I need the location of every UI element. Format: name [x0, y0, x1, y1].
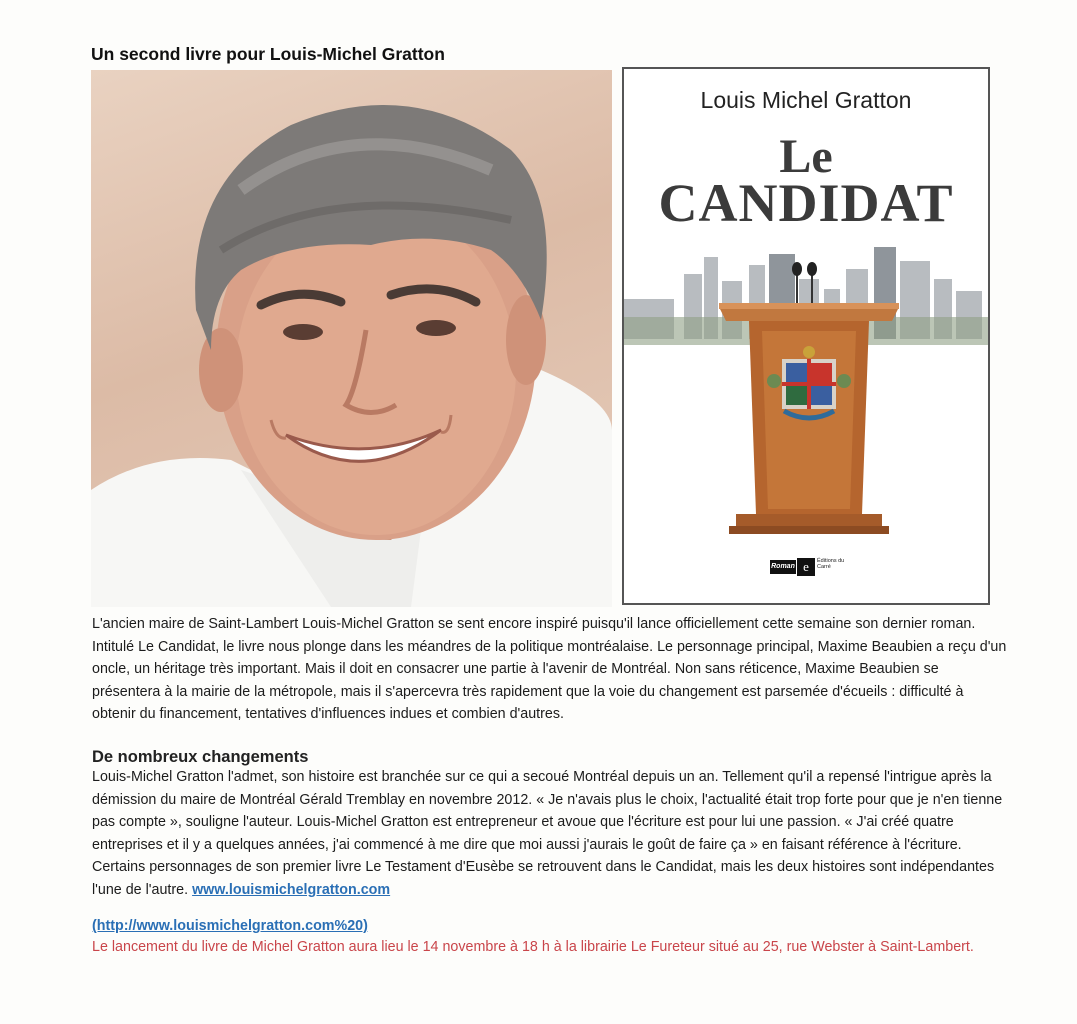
body-paragraph	[92, 766, 1007, 902]
section-heading: De nombreux changements	[92, 748, 309, 766]
publisher-name: Éditions du Carré	[817, 558, 845, 570]
intro-paragraph: L'ancien maire de Saint-Lambert Louis-Michel Gratton se sent encore inspiré puisqu'il lance officiellement cette semaine son dernier roman. Intitulé Le Candidat, le livre nous plonge dans les méandres de la politique montréalaise. Le personnage principal, Maxime Beaubien a reçu d'un oncle, un héritage très important. Mais il doit en consacrer une partie à l'avenir de Montréal. Non sans réticence, Maxime Beaubien se présentera à la mairie de la métropole, mais il s'apercevra très rapidement que la voie du changement est parsemée d'écueils : difficulté à obtenir du financement, tentatives d'influences indues et combien d'autres.	[92, 616, 1007, 723]
website-link[interactable]: www.louismichelgratton.com	[192, 881, 391, 898]
podium-illustration	[624, 69, 988, 603]
series-label: Roman	[770, 560, 796, 574]
cover-title-le: Le	[779, 130, 833, 183]
author-portrait	[91, 70, 612, 607]
article-title: Un second livre pour Louis-Michel Gratton	[91, 44, 445, 64]
body-text: Louis-Michel Gratton l'admet, son histoire est branchée sur ce qui a secoué Montréal depuis un an. Tellement qu'il a repensé l'intrigue après la démission du maire de Montréal Gérald Tremblay en novembre 2012. « Je n'avais plus le choix, l'actualité était trop forte pour que je n'en tienne pas compte », souligne l'auteur. Louis-Michel Gratton est entrepreneur et avoue que l'écriture est pour lui une passion. « J'ai créé quatre entreprises et il y a quelques années, j'ai commencé à me dire que moi aussi j'aurais le goût de faire ça » en faisant référence à l'écriture. Certains personnages de son premier livre Le Testament d'Eusèbe se retrouvent dans le Candidat, mais les deux histoires sont indépendantes l'une de l'autre.	[92, 769, 1003, 898]
book-cover	[622, 67, 990, 605]
website-url[interactable]: (http://www.louismichelgratton.com%20)	[92, 918, 368, 934]
cover-title-candidat: CANDIDAT	[658, 173, 954, 233]
launch-notice: Le lancement du livre de Michel Gratton aura lieu le 14 novembre à 18 h à la librairie Le Fureteur situé au 25, rue Webster à Saint-Lambert.	[92, 939, 974, 955]
cover-author: Louis Michel Gratton	[700, 87, 912, 113]
publisher-logo: e	[797, 558, 815, 576]
